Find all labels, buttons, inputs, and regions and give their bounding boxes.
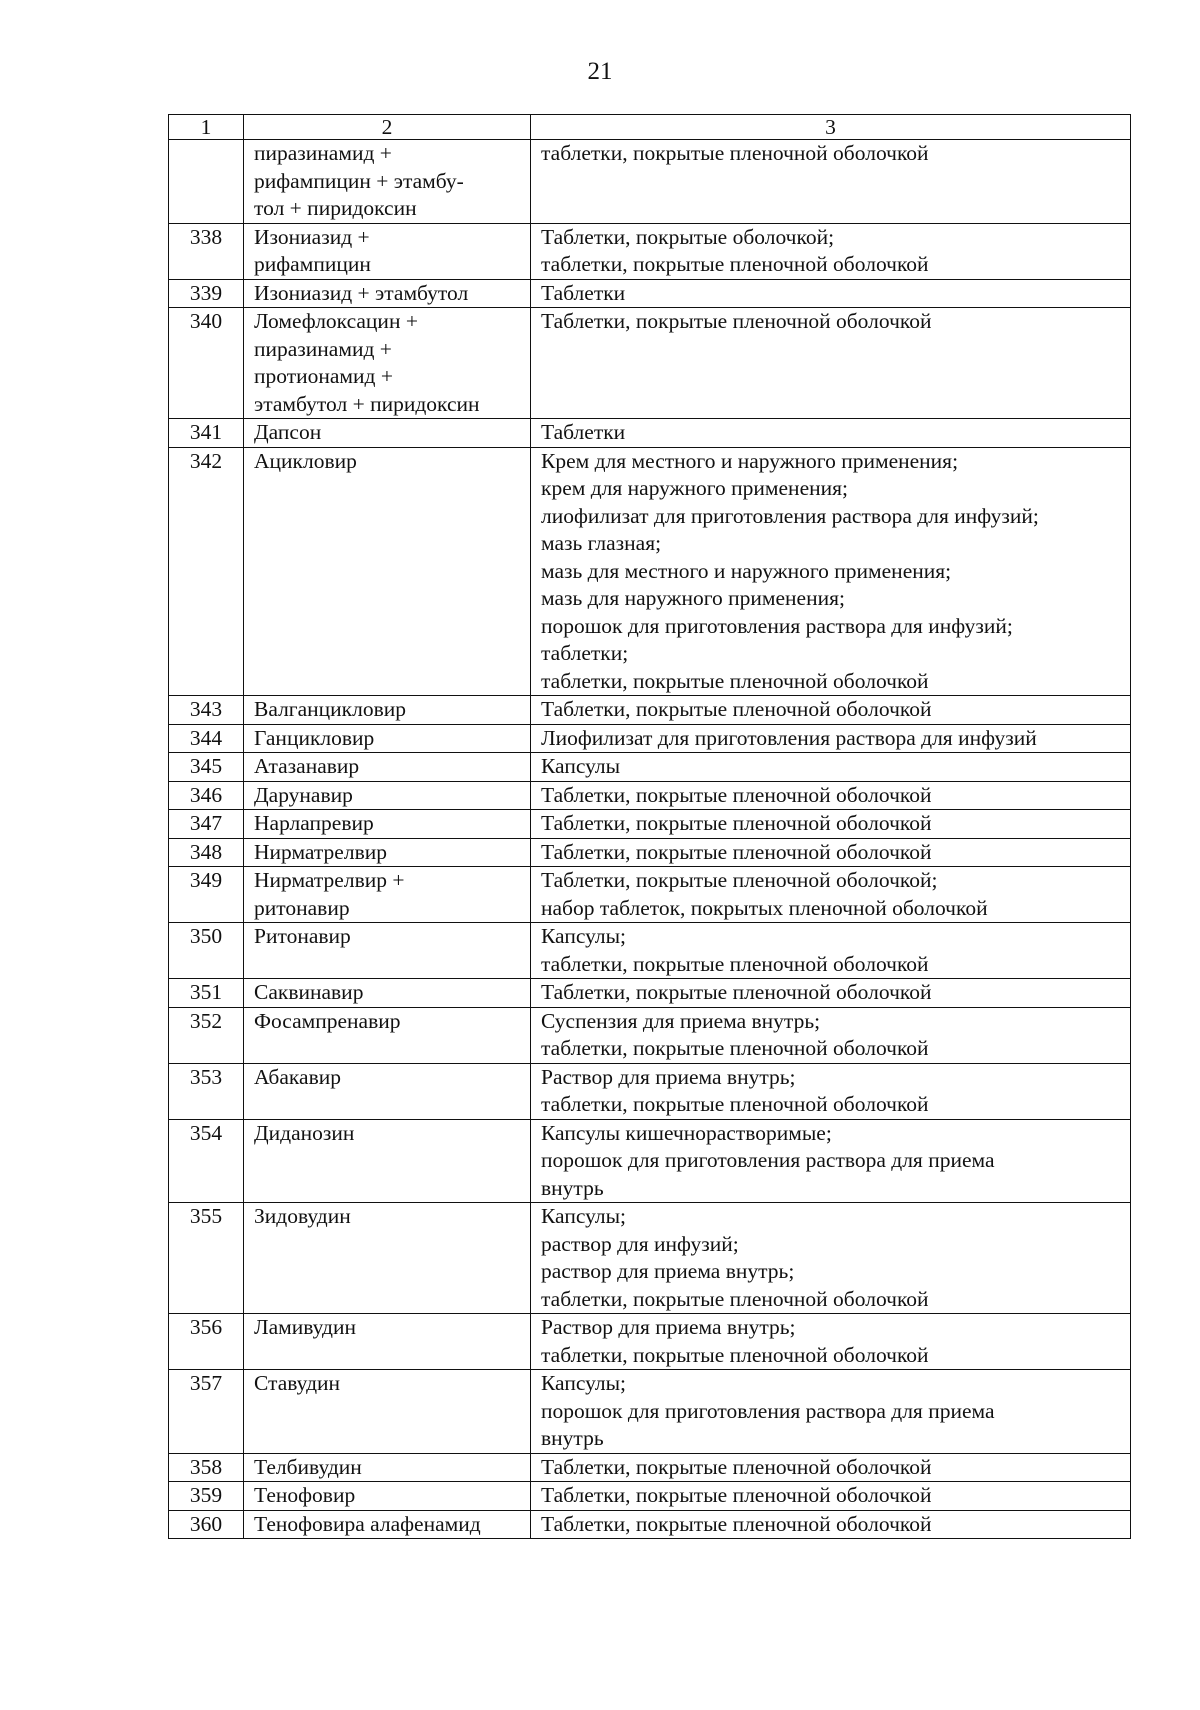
substance-name-cell <box>244 1119 531 1203</box>
dosage-forms-cell <box>531 1063 1131 1119</box>
dosage-forms-cell <box>531 140 1131 224</box>
row-number-cell: 346 <box>169 781 244 810</box>
dosage-form-line: мазь глазная; <box>541 531 662 555</box>
table-row <box>169 279 1131 308</box>
dosage-form-line: порошок для приготовления раствора для приема <box>541 1398 995 1423</box>
substance-name-line: Нирматрелвир + <box>254 868 405 892</box>
dosage-form-line: мазь для местного и наружного применения; <box>541 558 952 583</box>
substance-name-line: Ганцикловир <box>254 725 375 750</box>
substance-name-line: рифампицин <box>254 252 371 276</box>
table-body <box>169 140 1131 1539</box>
row-number-cell: 338 <box>169 223 244 279</box>
row-number-cell: 360 <box>169 1510 244 1539</box>
substance-name-cell <box>244 1063 531 1119</box>
substance-name-line: Диданозин <box>254 1120 355 1145</box>
header-row <box>169 115 1131 140</box>
dosage-form-line: Таблетки, покрытые пленочной оболочкой <box>541 811 932 835</box>
dosage-forms-cell <box>531 753 1131 782</box>
dosage-form-line: таблетки, покрытые пленочной оболочкой <box>541 1036 929 1060</box>
substance-name-line: этамбутол + пиридоксин <box>254 391 480 416</box>
substance-name-line: протионамид + <box>254 364 393 388</box>
table-row <box>169 1510 1131 1539</box>
dosage-form-line: внутрь <box>541 1175 604 1200</box>
column-header-3: 3 <box>531 115 1131 140</box>
substance-name-cell <box>244 753 531 782</box>
dosage-form-line: Раствор для приема внутрь; <box>541 1064 796 1089</box>
dosage-forms-cell <box>531 1007 1131 1063</box>
substance-name-cell <box>244 1510 531 1539</box>
row-number-cell: 344 <box>169 724 244 753</box>
dosage-form-line: Таблетки, покрытые пленочной оболочкой <box>541 980 932 1004</box>
dosage-form-line: таблетки, покрытые пленочной оболочкой <box>541 1092 929 1116</box>
dosage-form-line: Суспензия для приема внутрь; <box>541 1008 821 1033</box>
table-row <box>169 838 1131 867</box>
table-row <box>169 724 1131 753</box>
row-number-cell: 342 <box>169 447 244 696</box>
substance-name-cell <box>244 1482 531 1511</box>
dosage-form-line: таблетки, покрытые пленочной оболочкой <box>541 252 929 276</box>
substance-name-cell <box>244 1453 531 1482</box>
row-number-cell: 343 <box>169 696 244 725</box>
substance-name-line: Нирматрелвир <box>254 839 387 864</box>
dosage-forms-cell <box>531 1314 1131 1370</box>
dosage-form-line: Таблетки, покрытые пленочной оболочкой; <box>541 868 938 892</box>
substance-name-line: Саквинавир <box>254 980 364 1004</box>
substance-name-line: Валганцикловир <box>254 697 407 721</box>
substance-name-cell <box>244 447 531 696</box>
dosage-forms-cell <box>531 1453 1131 1482</box>
row-number-cell: 339 <box>169 279 244 308</box>
dosage-form-line: крем для наружного применения; <box>541 476 848 500</box>
substance-name-cell <box>244 419 531 448</box>
substance-name-cell <box>244 1203 531 1314</box>
substance-name-line: Тенофовира алафенамид <box>254 1511 481 1536</box>
row-number-cell: 350 <box>169 923 244 979</box>
dosage-form-line: набор таблеток, покрытых пленочной оболочкой <box>541 895 988 920</box>
dosage-forms-cell <box>531 447 1131 696</box>
substance-name-cell <box>244 979 531 1008</box>
dosage-form-line: таблетки, покрытые пленочной оболочкой <box>541 141 929 165</box>
dosage-form-line: Капсулы кишечнорастворимые; <box>541 1120 832 1145</box>
substance-name-line: Зидовудин <box>254 1204 351 1228</box>
row-number-cell: 351 <box>169 979 244 1008</box>
substance-name-line: Изониазид + <box>254 224 370 249</box>
dosage-forms-cell <box>531 279 1131 308</box>
row-number-cell: 356 <box>169 1314 244 1370</box>
dosage-form-line: Таблетки, покрытые пленочной оболочкой <box>541 839 932 864</box>
table-row <box>169 1007 1131 1063</box>
substance-name-line: Атазанавир <box>254 754 360 778</box>
substance-name-cell <box>244 838 531 867</box>
substance-name-line: Нарлапревир <box>254 811 374 835</box>
substance-name-cell <box>244 140 531 224</box>
dosage-form-line: таблетки, покрытые пленочной оболочкой <box>541 1342 929 1367</box>
substance-name-cell <box>244 223 531 279</box>
substance-name-line: тол + пиридоксин <box>254 196 417 220</box>
substance-name-cell <box>244 1370 531 1454</box>
table-row <box>169 696 1131 725</box>
dosage-form-line: Капсулы; <box>541 1371 627 1395</box>
table-row <box>169 923 1131 979</box>
dosage-form-line: таблетки, покрытые пленочной оболочкой <box>541 668 929 693</box>
substance-name-cell <box>244 308 531 419</box>
substance-name-cell <box>244 279 531 308</box>
substance-name-line: Телбивудин <box>254 1454 362 1479</box>
dosage-form-line: Таблетки, покрытые пленочной оболочкой <box>541 309 932 333</box>
row-number-cell: 353 <box>169 1063 244 1119</box>
substance-name-line: Ритонавир <box>254 924 351 948</box>
table-row <box>169 419 1131 448</box>
substance-name-line: Ацикловир <box>254 448 357 473</box>
dosage-form-line: таблетки; <box>541 641 629 665</box>
dosage-form-line: таблетки, покрытые пленочной оболочкой <box>541 951 929 976</box>
dosage-form-line: мазь для наружного применения; <box>541 586 845 610</box>
substance-name-cell <box>244 810 531 839</box>
dosage-form-line: Таблетки, покрытые пленочной оболочкой <box>541 782 932 807</box>
dosage-forms-cell <box>531 1510 1131 1539</box>
table-row <box>169 867 1131 923</box>
column-header-1: 1 <box>169 115 244 140</box>
substance-name-cell <box>244 724 531 753</box>
dosage-form-line: Таблетки, покрытые оболочкой; <box>541 224 835 249</box>
table-row <box>169 1482 1131 1511</box>
table-row <box>169 1119 1131 1203</box>
table-row <box>169 1453 1131 1482</box>
dosage-forms-cell <box>531 724 1131 753</box>
dosage-form-line: Капсулы <box>541 754 621 778</box>
substance-name-cell <box>244 923 531 979</box>
dosage-forms-cell <box>531 838 1131 867</box>
substance-name-line: Дапсон <box>254 420 322 444</box>
medicines-table <box>168 114 1131 1539</box>
dosage-form-line: порошок для приготовления раствора для инфузий; <box>541 613 1013 638</box>
dosage-form-line: Крем для местного и наружного применения; <box>541 448 959 473</box>
row-number-cell: 340 <box>169 308 244 419</box>
dosage-form-line: Капсулы; <box>541 1204 627 1228</box>
table-row <box>169 753 1131 782</box>
substance-name-cell <box>244 696 531 725</box>
substance-name-line: Фосампренавир <box>254 1008 401 1033</box>
substance-name-line: Ставудин <box>254 1371 341 1395</box>
row-number-cell: 345 <box>169 753 244 782</box>
row-number-cell: 355 <box>169 1203 244 1314</box>
table-row <box>169 781 1131 810</box>
dosage-form-line: таблетки, покрытые пленочной оболочкой <box>541 1286 929 1311</box>
dosage-form-line: Раствор для приема внутрь; <box>541 1315 796 1339</box>
dosage-form-line: лиофилизат для приготовления раствора для инфузий; <box>541 503 1039 528</box>
dosage-form-line: Капсулы; <box>541 924 627 948</box>
substance-name-line: Дарунавир <box>254 782 353 807</box>
dosage-forms-cell <box>531 223 1131 279</box>
dosage-form-line: раствор для инфузий; <box>541 1231 739 1256</box>
table-row <box>169 223 1131 279</box>
dosage-form-line: Таблетки, покрытые пленочной оболочкой <box>541 1454 932 1479</box>
row-number-cell: 352 <box>169 1007 244 1063</box>
dosage-forms-cell <box>531 867 1131 923</box>
substance-name-line: пиразинамид + <box>254 141 392 165</box>
row-number-cell: 341 <box>169 419 244 448</box>
dosage-form-line: Таблетки, покрытые пленочной оболочкой <box>541 697 932 721</box>
row-number-cell: 347 <box>169 810 244 839</box>
dosage-forms-cell <box>531 1482 1131 1511</box>
dosage-form-line: Таблетки <box>541 420 626 444</box>
substance-name-cell <box>244 1314 531 1370</box>
row-number-cell <box>169 140 244 224</box>
substance-name-line: Ламивудин <box>254 1315 356 1339</box>
row-number-cell: 354 <box>169 1119 244 1203</box>
dosage-form-line: Таблетки <box>541 280 626 305</box>
dosage-form-line: порошок для приготовления раствора для приема <box>541 1148 995 1172</box>
page-number: 21 <box>587 58 613 85</box>
substance-name-cell <box>244 781 531 810</box>
dosage-forms-cell <box>531 781 1131 810</box>
substance-name-cell <box>244 867 531 923</box>
table-row <box>169 140 1131 224</box>
substance-name-line: ритонавир <box>254 895 350 920</box>
column-header-2: 2 <box>244 115 531 140</box>
dosage-forms-cell <box>531 308 1131 419</box>
table-row <box>169 447 1131 696</box>
dosage-forms-cell <box>531 1370 1131 1454</box>
dosage-form-line: Таблетки, покрытые пленочной оболочкой <box>541 1483 932 1507</box>
dosage-form-line: Таблетки, покрытые пленочной оболочкой <box>541 1511 932 1536</box>
dosage-forms-cell <box>531 923 1131 979</box>
row-number-cell: 359 <box>169 1482 244 1511</box>
dosage-form-line: раствор для приема внутрь; <box>541 1259 795 1283</box>
dosage-forms-cell <box>531 979 1131 1008</box>
row-number-cell: 357 <box>169 1370 244 1454</box>
dosage-forms-cell <box>531 696 1131 725</box>
table-row <box>169 1203 1131 1314</box>
substance-name-line: Изониазид + этамбутол <box>254 280 469 305</box>
dosage-forms-cell <box>531 1203 1131 1314</box>
dosage-forms-cell <box>531 810 1131 839</box>
table-row <box>169 979 1131 1008</box>
row-number-cell: 349 <box>169 867 244 923</box>
substance-name-line: пиразинамид + <box>254 336 392 361</box>
dosage-form-line: Лиофилизат для приготовления раствора для инфузий <box>541 725 1037 750</box>
table-row <box>169 1063 1131 1119</box>
dosage-forms-cell <box>531 1119 1131 1203</box>
dosage-form-line: внутрь <box>541 1426 604 1450</box>
table-row <box>169 1370 1131 1454</box>
dosage-forms-cell <box>531 419 1131 448</box>
table-row <box>169 810 1131 839</box>
substance-name-cell <box>244 1007 531 1063</box>
substance-name-line: рифампицин + этамбу- <box>254 168 464 193</box>
row-number-cell: 348 <box>169 838 244 867</box>
table-row <box>169 1314 1131 1370</box>
substance-name-line: Абакавир <box>254 1064 341 1089</box>
row-number-cell: 358 <box>169 1453 244 1482</box>
table-row <box>169 308 1131 419</box>
substance-name-line: Ломефлоксацин + <box>254 309 418 333</box>
substance-name-line: Тенофовир <box>254 1483 356 1507</box>
